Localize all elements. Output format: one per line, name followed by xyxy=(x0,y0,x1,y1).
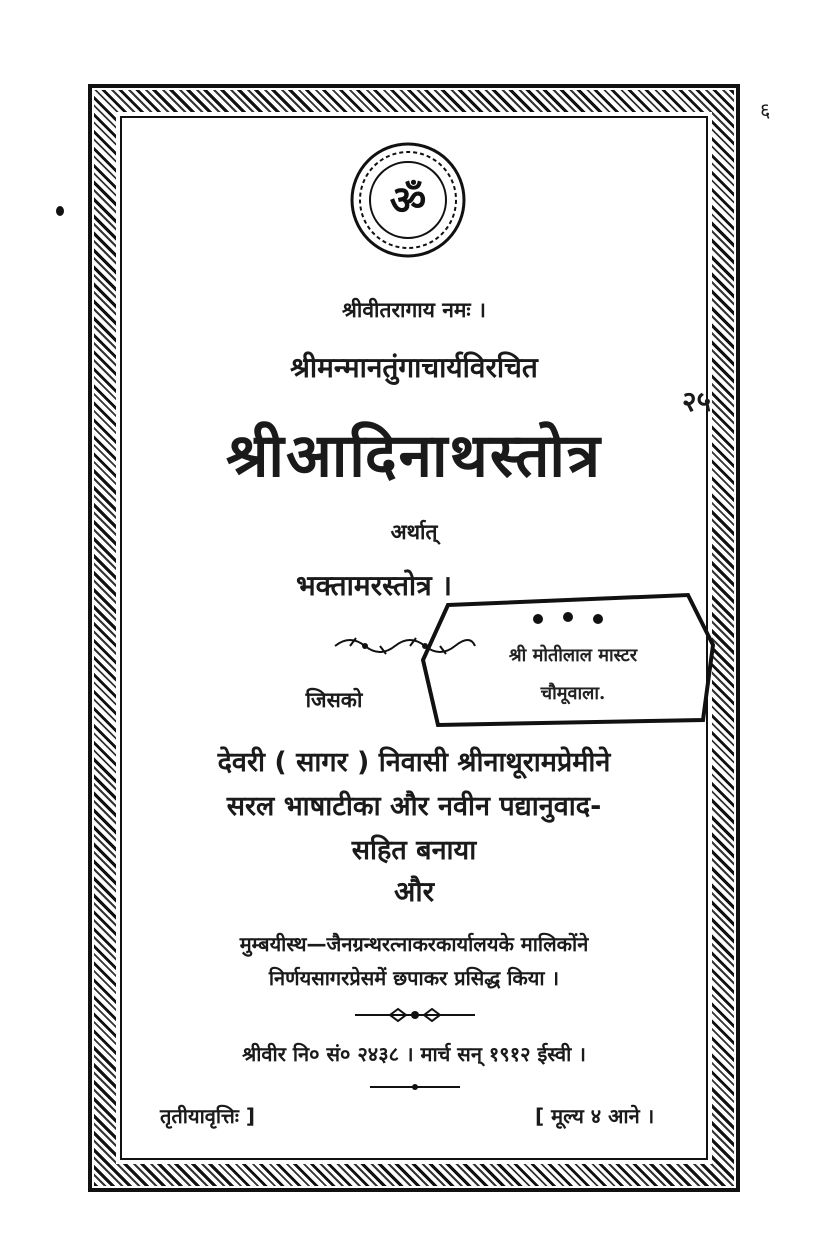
om-seal-emblem xyxy=(348,140,468,260)
small-divider-icon xyxy=(365,1080,465,1094)
body-line-3: सहित बनाया xyxy=(351,835,477,866)
arthat-word: अर्थात् xyxy=(390,520,438,544)
divider-ornament-icon xyxy=(350,1006,480,1024)
author-line: श्रीमन्मानतुंगाचार्यविरचित xyxy=(290,351,538,384)
handwritten-number: २५ xyxy=(682,385,712,418)
ink-blot xyxy=(56,206,64,216)
date-line: श्रीवीर नि० सं० २४३८ । मार्च सन् १९१२ ईस्वी । xyxy=(242,1042,586,1066)
jisko-word: जिसको xyxy=(305,688,363,712)
stamp-line-2: चौमूवाला. xyxy=(540,683,606,704)
edition-label: तृतीयावृत्तिः ] xyxy=(160,1104,256,1128)
om-symbol: ॐ xyxy=(389,178,427,224)
stamp-line-1: श्री मोतीलाल मास्टर xyxy=(508,645,638,666)
corner-mark: ६ xyxy=(760,98,771,122)
ownership-stamp xyxy=(418,585,718,735)
body-line-2: सरल भाषाटीका और नवीन पद्यानुवाद- xyxy=(226,791,602,822)
om-seal-icon xyxy=(348,140,468,260)
body-line-1: देवरी ( सागर ) निवासी श्रीनाथूरामप्रेमीने xyxy=(217,747,611,778)
publisher-line-1: मुम्बयीस्थ—जैनग्रन्थरत्नाकरकार्यालयके मालिकोंने xyxy=(239,932,589,956)
price-label: [ मूल्य ४ आने । xyxy=(535,1104,655,1128)
publisher-line-2: निर्णयसागरप्रेसमें छपाकर प्रसिद्ध किया । xyxy=(268,966,560,990)
aur-word: और xyxy=(393,875,435,908)
subtitle: भक्तामरस्तोत्र । xyxy=(295,569,453,602)
page-title: श्रीआदिनाथस्तोत्र xyxy=(225,421,603,491)
salutation: श्रीवीतरागाय नमः । xyxy=(342,298,486,322)
